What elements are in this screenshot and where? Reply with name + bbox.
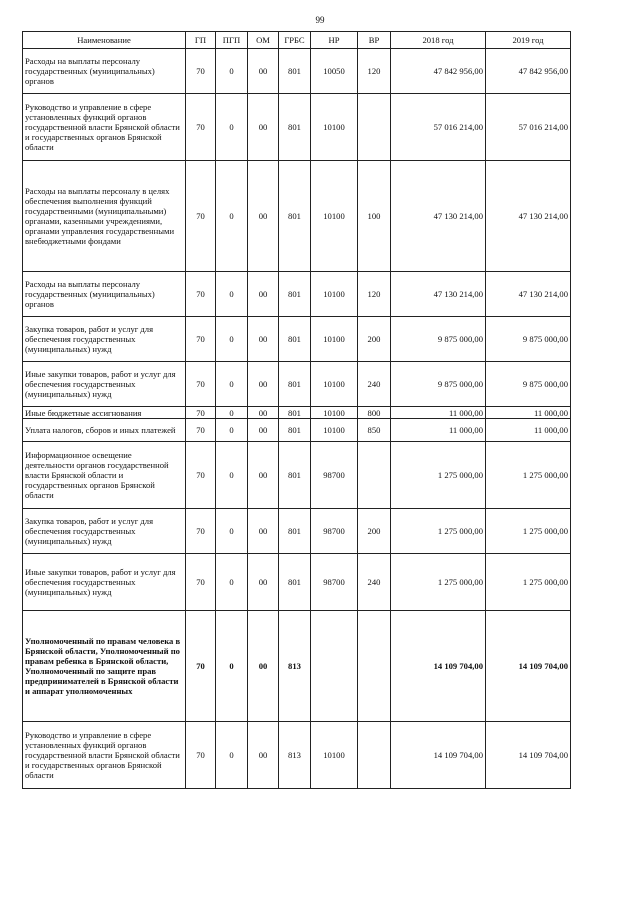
row-2018-cell: 14 109 704,00 (391, 722, 486, 789)
row-gp-cell: 70 (186, 419, 216, 442)
row-nr-cell: 10100 (311, 317, 358, 362)
table-row (23, 407, 571, 419)
row-2019-cell: 47 130 214,00 (486, 272, 571, 317)
row-name-cell: Расходы на выплаты персоналу в целях обеспечения выполнения функций государственными (муниципальными) органами, казенными учреждениями, органами управления государственными внебюджетными фондами (23, 161, 186, 272)
column-header-grbs: ГРБС (279, 32, 311, 49)
row-name-cell: Информационное освещение деятельности органов государственной власти Брянской области и государственных органов Брянской области (23, 442, 186, 509)
row-om-cell: 00 (248, 611, 279, 722)
row-vr-cell: 240 (358, 554, 391, 611)
row-vr-cell (358, 611, 391, 722)
row-grbs-cell: 801 (279, 509, 311, 554)
row-om-cell: 00 (248, 49, 279, 94)
row-om-cell: 00 (248, 94, 279, 161)
row-vr-cell: 800 (358, 407, 391, 419)
table-header-row (23, 32, 571, 49)
row-pgp-cell: 0 (216, 362, 248, 407)
row-pgp-cell: 0 (216, 611, 248, 722)
row-vr-cell (358, 94, 391, 161)
row-om-cell: 00 (248, 419, 279, 442)
row-2018-cell: 11 000,00 (391, 407, 486, 419)
row-om-cell: 00 (248, 161, 279, 272)
row-name-cell: Закупка товаров, работ и услуг для обеспечения государственных (муниципальных) нужд (23, 317, 186, 362)
row-pgp-cell: 0 (216, 272, 248, 317)
row-2018-cell: 11 000,00 (391, 419, 486, 442)
row-name-cell: Иные бюджетные ассигнования (23, 407, 186, 419)
row-gp-cell: 70 (186, 722, 216, 789)
row-vr-cell (358, 722, 391, 789)
row-grbs-cell: 801 (279, 442, 311, 509)
column-header-2019: 2019 год (486, 32, 571, 49)
row-2018-cell: 1 275 000,00 (391, 509, 486, 554)
row-2019-cell: 14 109 704,00 (486, 722, 571, 789)
table-row (23, 94, 571, 161)
row-nr-cell: 10100 (311, 407, 358, 419)
row-om-cell: 00 (248, 407, 279, 419)
row-nr-cell: 10050 (311, 49, 358, 94)
row-pgp-cell: 0 (216, 94, 248, 161)
row-grbs-cell: 801 (279, 161, 311, 272)
row-grbs-cell: 801 (279, 419, 311, 442)
row-grbs-cell: 801 (279, 407, 311, 419)
row-2019-cell: 1 275 000,00 (486, 442, 571, 509)
table-row (23, 161, 571, 272)
row-gp-cell: 70 (186, 442, 216, 509)
row-pgp-cell: 0 (216, 49, 248, 94)
row-vr-cell: 200 (358, 317, 391, 362)
row-pgp-cell: 0 (216, 161, 248, 272)
row-2018-cell: 47 130 214,00 (391, 272, 486, 317)
row-nr-cell: 10100 (311, 362, 358, 407)
row-2018-cell: 1 275 000,00 (391, 442, 486, 509)
row-pgp-cell: 0 (216, 419, 248, 442)
table-row (23, 442, 571, 509)
row-2018-cell: 47 130 214,00 (391, 161, 486, 272)
row-2019-cell: 11 000,00 (486, 419, 571, 442)
row-gp-cell: 70 (186, 407, 216, 419)
row-name-cell: Руководство и управление в сфере установленных функций органов государственной власти Брянской области и государственных органов Брянской области (23, 722, 186, 789)
row-grbs-cell: 813 (279, 722, 311, 789)
row-vr-cell: 200 (358, 509, 391, 554)
row-om-cell: 00 (248, 317, 279, 362)
row-om-cell: 00 (248, 554, 279, 611)
column-header-om: ОМ (248, 32, 279, 49)
row-2018-cell: 9 875 000,00 (391, 317, 486, 362)
table-row (23, 509, 571, 554)
row-name-cell: Уплата налогов, сборов и иных платежей (23, 419, 186, 442)
row-vr-cell: 240 (358, 362, 391, 407)
row-om-cell: 00 (248, 362, 279, 407)
row-2018-cell: 57 016 214,00 (391, 94, 486, 161)
row-nr-cell: 10100 (311, 161, 358, 272)
column-header-nr: НР (311, 32, 358, 49)
row-2019-cell: 11 000,00 (486, 407, 571, 419)
row-gp-cell: 70 (186, 49, 216, 94)
row-2018-cell: 47 842 956,00 (391, 49, 486, 94)
row-name-cell: Расходы на выплаты персоналу государственных (муниципальных) органов (23, 49, 186, 94)
row-grbs-cell: 801 (279, 94, 311, 161)
row-gp-cell: 70 (186, 362, 216, 407)
row-name-cell: Расходы на выплаты персоналу государственных (муниципальных) органов (23, 272, 186, 317)
row-gp-cell: 70 (186, 611, 216, 722)
row-pgp-cell: 0 (216, 442, 248, 509)
table-row (23, 272, 571, 317)
row-2019-cell: 47 130 214,00 (486, 161, 571, 272)
row-2019-cell: 57 016 214,00 (486, 94, 571, 161)
row-nr-cell (311, 611, 358, 722)
page-number: 99 (315, 15, 325, 25)
row-nr-cell: 98700 (311, 442, 358, 509)
row-gp-cell: 70 (186, 161, 216, 272)
row-gp-cell: 70 (186, 272, 216, 317)
row-vr-cell (358, 442, 391, 509)
row-nr-cell: 10100 (311, 272, 358, 317)
row-nr-cell: 98700 (311, 509, 358, 554)
row-gp-cell: 70 (186, 509, 216, 554)
row-name-cell: Иные закупки товаров, работ и услуг для обеспечения государственных (муниципальных) нужд (23, 362, 186, 407)
row-vr-cell: 100 (358, 161, 391, 272)
row-grbs-cell: 801 (279, 272, 311, 317)
row-pgp-cell: 0 (216, 509, 248, 554)
row-gp-cell: 70 (186, 317, 216, 362)
row-name-cell: Руководство и управление в сфере установленных функций органов государственной власти Брянской области и государственных органов Брянской области (23, 94, 186, 161)
row-2018-cell: 14 109 704,00 (391, 611, 486, 722)
row-2019-cell: 1 275 000,00 (486, 509, 571, 554)
column-header-pgp: ПГП (216, 32, 248, 49)
row-grbs-cell: 801 (279, 317, 311, 362)
row-2018-cell: 1 275 000,00 (391, 554, 486, 611)
row-pgp-cell: 0 (216, 317, 248, 362)
row-name-cell: Иные закупки товаров, работ и услуг для обеспечения государственных (муниципальных) нужд (23, 554, 186, 611)
table-row (23, 611, 571, 722)
row-2018-cell: 9 875 000,00 (391, 362, 486, 407)
row-nr-cell: 10100 (311, 419, 358, 442)
table-row (23, 722, 571, 789)
row-2019-cell: 1 275 000,00 (486, 554, 571, 611)
row-2019-cell: 9 875 000,00 (486, 362, 571, 407)
row-grbs-cell: 801 (279, 362, 311, 407)
column-header-gp: ГП (186, 32, 216, 49)
budget-table (22, 31, 571, 789)
row-nr-cell: 10100 (311, 94, 358, 161)
row-vr-cell: 120 (358, 272, 391, 317)
table-body (23, 49, 571, 789)
table-row (23, 362, 571, 407)
row-om-cell: 00 (248, 722, 279, 789)
row-nr-cell: 10100 (311, 722, 358, 789)
row-pgp-cell: 0 (216, 407, 248, 419)
row-2019-cell: 9 875 000,00 (486, 317, 571, 362)
table-row (23, 554, 571, 611)
table-row (23, 419, 571, 442)
row-2019-cell: 47 842 956,00 (486, 49, 571, 94)
row-pgp-cell: 0 (216, 554, 248, 611)
table-row (23, 49, 571, 94)
table-row (23, 317, 571, 362)
row-grbs-cell: 801 (279, 49, 311, 94)
column-header-name: Наименование (23, 32, 186, 49)
row-nr-cell: 98700 (311, 554, 358, 611)
column-header-2018: 2018 год (391, 32, 486, 49)
row-name-cell: Уполномоченный по правам человека в Брянской области, Уполномоченный по правам ребенка в Брянской области, Уполномоченный по защите прав предпринимателей в Брянской области и аппарат уполномоченных (23, 611, 186, 722)
column-header-vr: ВР (358, 32, 391, 49)
row-vr-cell: 850 (358, 419, 391, 442)
row-grbs-cell: 801 (279, 554, 311, 611)
row-vr-cell: 120 (358, 49, 391, 94)
row-om-cell: 00 (248, 509, 279, 554)
row-gp-cell: 70 (186, 94, 216, 161)
row-gp-cell: 70 (186, 554, 216, 611)
row-2019-cell: 14 109 704,00 (486, 611, 571, 722)
row-name-cell: Закупка товаров, работ и услуг для обеспечения государственных (муниципальных) нужд (23, 509, 186, 554)
row-om-cell: 00 (248, 272, 279, 317)
row-om-cell: 00 (248, 442, 279, 509)
row-pgp-cell: 0 (216, 722, 248, 789)
row-grbs-cell: 813 (279, 611, 311, 722)
